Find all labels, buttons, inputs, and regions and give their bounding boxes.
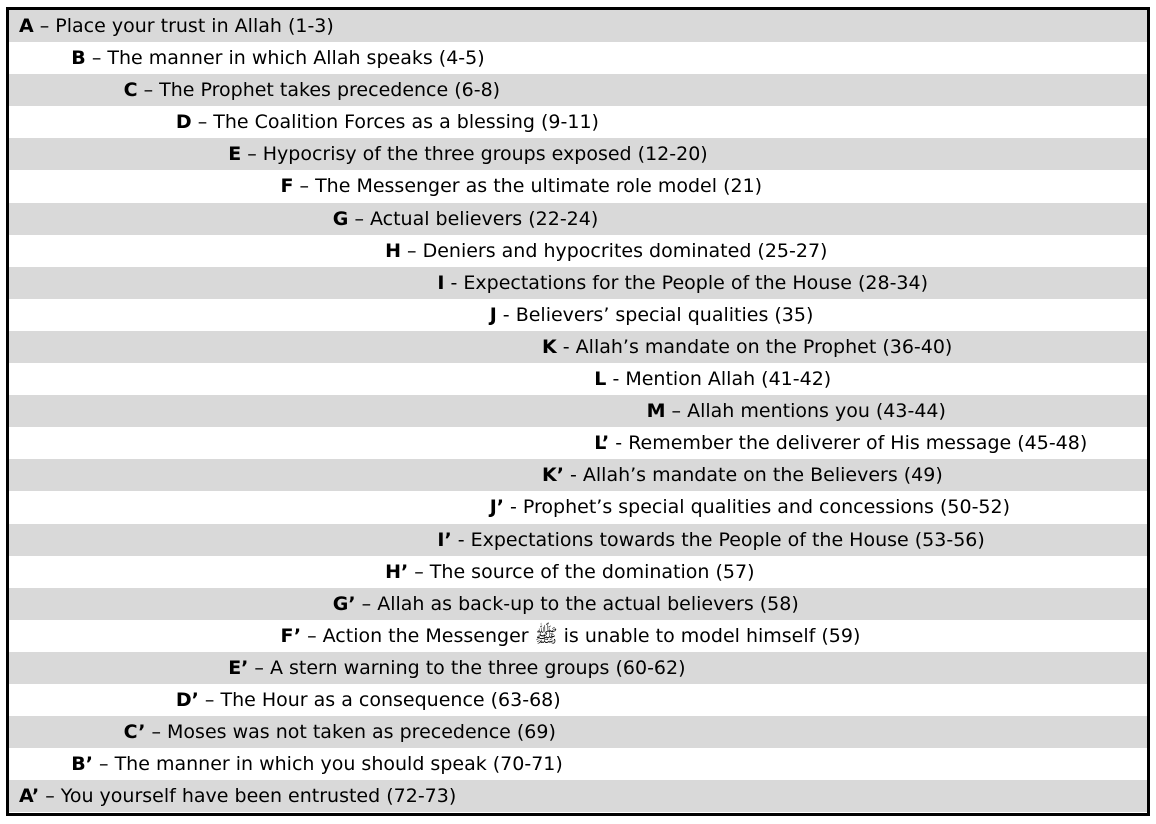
row-letter: B’: [71, 753, 93, 776]
outline-row: [9, 684, 1147, 716]
row-letter: H’: [385, 560, 409, 583]
row-letter: I’: [437, 528, 452, 551]
row-text: - Allah’s mandate on the Prophet (36-40): [556, 335, 953, 358]
row-text: - Expectations for the People of the House (28-34): [444, 271, 929, 294]
row-letter: K’: [542, 464, 564, 487]
outline-row: [9, 427, 1147, 459]
row-letter: B: [71, 47, 86, 70]
outline-row: [9, 556, 1147, 588]
row-letter: K: [542, 335, 557, 358]
row-text: - Allah’s mandate on the Believers (49): [563, 464, 943, 487]
row-text: - Remember the deliverer of His message (45-48): [609, 432, 1088, 455]
row-text: - Believers’ special qualities (35): [496, 303, 814, 326]
row-text: – A stern warning to the three groups (60-62): [248, 656, 686, 679]
outline-row: [9, 588, 1147, 620]
outline-row: [9, 267, 1147, 299]
row-letter: F: [280, 175, 294, 198]
row-text: – The Hour as a consequence (63-68): [198, 688, 561, 711]
outline-row: [9, 10, 1147, 42]
outline-row: [9, 491, 1147, 523]
row-letter: A: [19, 15, 34, 37]
outline-row: [9, 524, 1147, 556]
row-letter: D: [175, 111, 192, 134]
outline-row: [9, 716, 1147, 748]
row-text: – The manner in which Allah speaks (4-5): [85, 47, 485, 70]
row-letter: E’: [228, 656, 249, 679]
outline-row: [9, 363, 1147, 395]
row-letter: H: [385, 239, 401, 262]
outline-row: [9, 395, 1147, 427]
outline-row: [9, 42, 1147, 74]
row-text: – The manner in which you should speak (70-71): [93, 753, 563, 776]
row-text: – Moses was not taken as precedence (69): [145, 721, 556, 744]
row-letter: C: [123, 79, 138, 102]
outline-row: [9, 138, 1147, 170]
outline-row: [9, 74, 1147, 106]
outline-row: [9, 299, 1147, 331]
outline-row: [9, 235, 1147, 267]
row-text: – The source of the domination (57): [408, 560, 755, 583]
row-letter: J’: [489, 496, 504, 519]
outline-row: [9, 748, 1147, 780]
top-edge: [0, 0, 1156, 6]
row-text: – The Messenger as the ultimate role model (21): [293, 175, 763, 198]
row-letter: D’: [175, 688, 199, 711]
row-text: – The Coalition Forces as a blessing (9-11): [191, 111, 599, 134]
row-text: - Mention Allah (41-42): [606, 368, 832, 391]
row-letter: G’: [332, 592, 356, 615]
row-letter: F’: [280, 624, 302, 647]
row-text: – Place your trust in Allah (1-3): [33, 15, 334, 37]
row-letter: G: [332, 207, 349, 230]
row-text: – The Prophet takes precedence (6-8): [137, 79, 501, 102]
row-text: – Hypocrisy of the three groups exposed (12-20): [241, 143, 708, 166]
outline-row: [9, 652, 1147, 684]
outline-row: [9, 203, 1147, 235]
outline-row: [9, 331, 1147, 363]
row-text: – Deniers and hypocrites dominated (25-27): [401, 239, 828, 262]
outline-row: [9, 780, 1147, 812]
row-text: – Allah as back-up to the actual believers (58): [355, 592, 799, 615]
row-text: – Actual believers (22-24): [348, 207, 599, 230]
chiasm-outline-table: [6, 7, 1150, 816]
row-letter: L: [594, 368, 607, 391]
outline-row: [9, 170, 1147, 202]
row-text: - Prophet’s special qualities and concessions (50-52): [503, 496, 1011, 519]
outline-row: [9, 106, 1147, 138]
row-text: – You yourself have been entrusted (72-73): [39, 785, 457, 808]
row-letter: A’: [19, 785, 40, 808]
row-letter: C’: [123, 721, 146, 744]
row-letter: E: [228, 143, 242, 166]
row-text: – Action the Messenger ﷺ is unable to model himself (59): [301, 624, 861, 647]
outline-row: [9, 459, 1147, 491]
row-text: – Allah mentions you (43-44): [665, 400, 946, 423]
row-letter: J: [489, 303, 497, 326]
row-text: - Expectations towards the People of the House (53-56): [451, 528, 985, 551]
row-letter: I: [437, 271, 445, 294]
row-letter: M: [646, 400, 666, 423]
outline-row: [9, 620, 1147, 652]
row-letter: L’: [594, 432, 610, 455]
